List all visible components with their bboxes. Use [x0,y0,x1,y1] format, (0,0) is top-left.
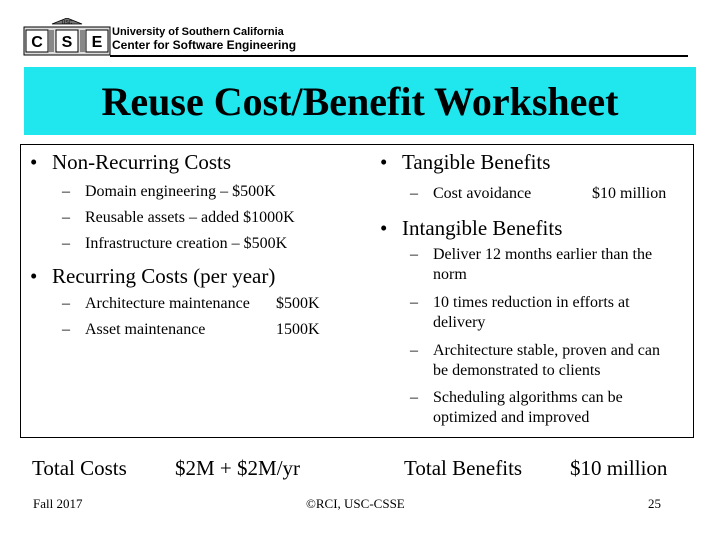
intangible-item-line: norm [433,266,467,283]
dash-icon: – [62,183,70,200]
intangible-item-line: Scheduling algorithms can be [433,389,623,406]
tangible-heading: Tangible Benefits [402,150,551,174]
intangible-item-line: Architecture stable, proven and can [433,342,661,359]
slide-title: Reuse Cost/Benefit Worksheet [101,78,619,124]
dash-icon: – [410,389,418,406]
intangible-item-line: be demonstrated to clients [433,362,601,379]
total-costs-label: Total Costs [32,456,127,480]
dash-icon: – [62,321,70,338]
nonrecurring-heading: Non-Recurring Costs [52,150,232,174]
header-rule [110,55,688,57]
dash-icon: – [410,342,418,359]
tangible-item-value: $10 million [592,185,667,202]
nonrecurring-item: Domain engineering – $500K [85,183,276,200]
recurring-heading: Recurring Costs (per year) [52,264,276,288]
usc-cse-logo [22,18,112,58]
recurring-item-label: Architecture maintenance [85,295,250,312]
bullet-icon: • [380,216,388,240]
bullet-icon: • [380,150,388,174]
title-banner [24,67,696,135]
intangible-item-line: 10 times reduction in efforts at [433,294,630,311]
recurring-item-label: Asset maintenance [85,321,206,338]
intangible-item-line: optimized and improved [433,409,590,426]
logo-letter-c: C [31,34,43,51]
logo-letter-e: E [91,34,103,51]
dash-icon: – [62,295,70,312]
bullet-icon: • [30,150,38,174]
org-line-2: Center for Software Engineering [112,38,297,52]
dash-icon: – [410,246,418,263]
page-number: 25 [648,496,661,511]
dash-icon: – [410,294,418,311]
intangible-heading: Intangible Benefits [402,216,563,240]
footer-copyright: ©RCI, USC-CSSE [306,496,405,511]
intangible-item-line: delivery [433,314,486,331]
total-benefits-value: $10 million [570,456,668,480]
logo-top-text: USC [61,20,73,26]
intangible-item-line: Deliver 12 months earlier than the [433,246,653,263]
nonrecurring-item: Infrastructure creation – $500K [85,235,288,252]
footer-date: Fall 2017 [33,496,83,511]
tangible-item-label: Cost avoidance [433,185,532,202]
org-line-1: University of Southern California [112,26,284,38]
total-benefits-label: Total Benefits [404,456,523,480]
recurring-item-value: $500K [276,295,320,312]
organization-name [112,26,296,52]
nonrecurring-item: Reusable assets – added $1000K [85,209,295,226]
total-costs-value: $2M + $2M/yr [175,456,301,480]
dash-icon: – [410,185,418,202]
dash-icon: – [62,209,70,226]
bullet-icon: • [30,264,38,288]
recurring-item-value: 1500K [276,321,320,338]
logo-letter-s: S [61,34,73,51]
dash-icon: – [62,235,70,252]
